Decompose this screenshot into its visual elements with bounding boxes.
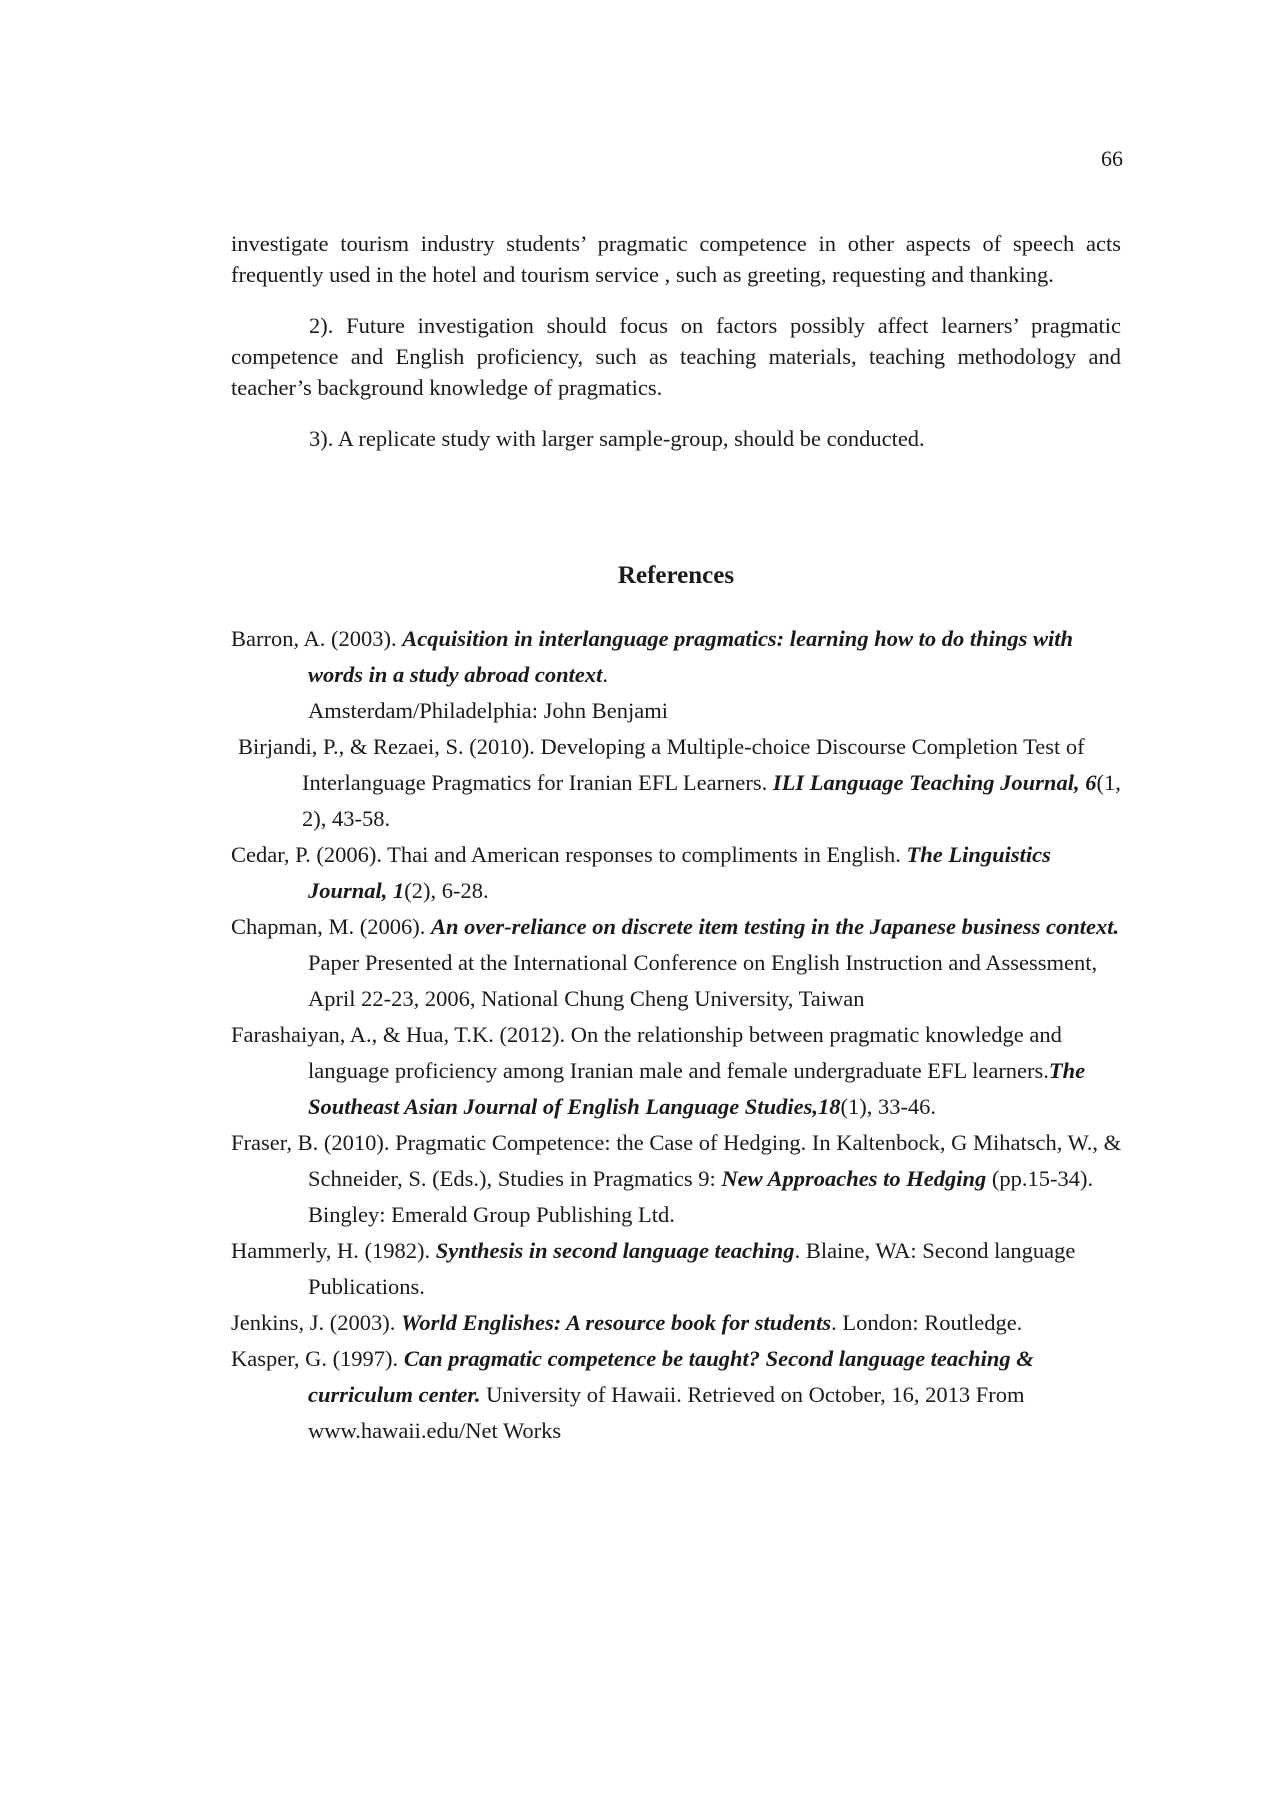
reference-title: The Southeast Asian Journal of English Language Studies,18	[308, 1058, 1086, 1119]
reference-text: Hammerly, H. (1982).	[231, 1238, 436, 1263]
reference-text: Barron, A. (2003).	[231, 626, 403, 651]
reference-entry	[231, 1305, 1131, 1341]
reference-title: The Linguistics Journal, 1	[308, 842, 1051, 903]
reference-entry	[231, 837, 1131, 909]
reference-text: (1, 2), 43-58.	[302, 770, 1121, 831]
reference-text: Paper Presented at the International Conference on English Instruction and Assessment, April 22-23, 2006, National Chung Cheng University, Taiwan	[308, 950, 1098, 1011]
reference-title: Acquisition in interlanguage pragmatics: learning how to do things with words in a study abroad context	[308, 626, 1074, 687]
reference-entry	[231, 621, 1131, 729]
reference-entry	[231, 1233, 1131, 1305]
reference-text: . Blaine, WA: Second language Publications.	[308, 1238, 1076, 1299]
reference-entry	[231, 1017, 1131, 1125]
reference-entry	[231, 909, 1131, 1017]
reference-text: Chapman, M. (2006).	[231, 914, 431, 939]
reference-title: World Englishes: A resource book for students	[401, 1310, 832, 1335]
reference-text: (1), 33-46.	[840, 1094, 937, 1119]
reference-text: Kasper, G. (1997).	[231, 1346, 404, 1371]
reference-text: Cedar, P. (2006). Thai and American responses to compliments in English.	[231, 842, 907, 867]
reference-publisher: Amsterdam/Philadelphia: John Benjami	[308, 698, 668, 723]
reference-text: Birjandi, P., & Rezaei, S. (2010). Developing a Multiple-choice Discourse Completion Test of Interlanguage Pragmatics for Iranian EFL Learners.	[238, 734, 1085, 795]
references-list	[231, 621, 1131, 1449]
reference-text: (2), 6-28.	[404, 878, 489, 903]
reference-title: An over-reliance on discrete item testing in the Japanese business context.	[430, 914, 1120, 939]
reference-text: Fraser, B. (2010). Pragmatic Competence: the Case of Hedging. In Kaltenbock, G Mihatsch, W., & Schneider, S. (Eds.), Studies in Pragmatics 9:	[231, 1130, 1122, 1191]
reference-text: Jenkins, J. (2003).	[231, 1310, 401, 1335]
body-text	[231, 228, 1121, 474]
reference-text: University of Hawaii. Retrieved on October, 16, 2013 From www.hawaii.edu/Net Works	[308, 1382, 1025, 1443]
reference-text: Farashaiyan, A., & Hua, T.K. (2012). On the relationship between pragmatic knowledge and language proficiency among Iranian male and female undergraduate EFL learners.	[231, 1022, 1062, 1083]
references-heading: References	[617, 562, 735, 589]
body-paragraph: investigate tourism industry students’ pragmatic competence in other aspects of speech acts frequently used in the hotel and tourism service , such as greeting, requesting and thanking.	[231, 231, 1121, 287]
reference-entry	[231, 1125, 1131, 1233]
reference-entry	[231, 1341, 1131, 1449]
reference-title: New Approaches to Hedging	[721, 1166, 987, 1191]
reference-title: Can pragmatic competence be taught? Second language teaching & curriculum center.	[308, 1346, 1034, 1407]
reference-text: . London: Routledge.	[831, 1310, 1023, 1335]
page-number: 66	[1101, 146, 1123, 171]
reference-title: ILI Language Teaching Journal, 6	[772, 770, 1097, 795]
reference-title: Synthesis in second language teaching	[435, 1238, 795, 1263]
body-paragraph: 3). A replicate study with larger sample-group, should be conducted.	[309, 426, 925, 451]
reference-text: (pp.15-34). Bingley: Emerald Group Publishing Ltd.	[308, 1166, 1094, 1227]
body-paragraph: 2). Future investigation should focus on factors possibly affect learners’ pragmatic competence and English proficiency, such as teaching materials, teaching methodology and teacher’s background knowledge of pragmatics.	[231, 313, 1121, 400]
reference-text: .	[602, 662, 609, 687]
reference-entry	[231, 729, 1131, 837]
